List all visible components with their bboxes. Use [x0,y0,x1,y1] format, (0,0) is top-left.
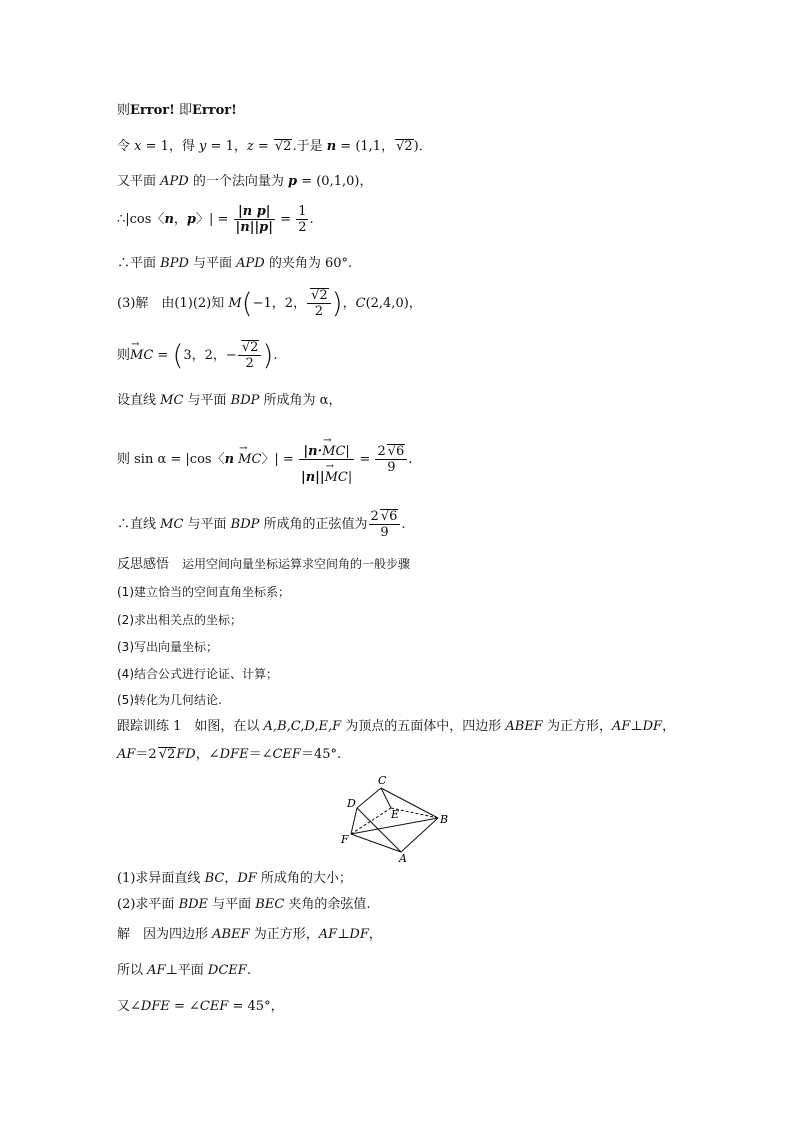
text: = [153,348,173,363]
text: = [276,212,296,227]
text: 则 sin α = |cos〈 [117,452,225,467]
text: = (1,1， [336,139,395,154]
sqrt: √ 6 [380,509,399,523]
sqrt: √ 2 [158,747,177,761]
text: ，∠ [195,747,220,762]
text: . [401,517,406,532]
line-cos-formula [117,204,314,235]
numerator: |n p| [234,204,275,220]
plane-name: BDE [178,897,209,912]
fraction [238,340,262,371]
text: = 1，得 [141,139,200,154]
text: ， [368,927,382,942]
text: 〉| = [261,452,298,467]
summary-title: 反思感悟 [117,557,170,572]
text: (2,4,0)， [365,296,422,311]
perp: ⊥ [337,927,350,942]
plane-name: BEC [255,897,285,912]
text: ， [662,719,676,734]
text: 为正方形， [542,719,612,734]
fraction [307,288,331,319]
vector-n: n [224,452,235,467]
text: ＝∠ [248,747,273,762]
text: 的一个法向量为 [188,174,288,189]
text: 所成角为 α， [259,393,342,408]
line-name: MC [160,393,184,408]
fraction [369,509,401,540]
angle: CEF [199,999,229,1014]
line-part3-points [117,288,422,319]
vector-MC: → MC [130,347,153,365]
error-text: Error! [192,103,237,118]
segment: AF [611,719,631,734]
text: ∴|cos〈 [117,212,165,227]
plane-name: APD [236,256,265,271]
fraction [299,434,354,485]
edge-DC [357,788,381,808]
fraction [296,204,308,235]
text: 夹角的余弦值. [284,897,371,912]
text: 令 [117,139,135,154]
text: | [345,444,350,459]
text: 即 [174,103,192,118]
text: .于是 [292,139,327,154]
vector-MC: → MC [325,470,348,485]
label-D: D [347,797,356,810]
text: = [355,452,375,467]
square-name: ABEF [505,719,543,734]
segment: DF [642,719,663,734]
line-vector-MC [117,340,277,371]
text: 与平面 [183,517,231,532]
text: 所以 [117,963,148,978]
text: 则 [117,348,131,363]
line-error [117,102,237,120]
line-set-values [117,138,432,156]
denominator: 2 [314,304,323,319]
vector-MC: → MC [322,444,345,459]
text: −1，2， [252,296,307,311]
text: = ∠ [169,999,200,1014]
sqrt: √ 2 [310,288,329,302]
vector-p: p [186,212,196,227]
numerator: |n· [303,444,323,459]
plane-name: BPD [160,256,189,271]
var-x: x [134,139,142,154]
fraction [375,444,407,475]
error-text: Error! [130,103,175,118]
label-F: F [341,833,349,846]
text: ， [342,296,356,311]
text: ＝45°. [300,747,342,762]
text: )． [413,139,432,154]
solution-line-1 [117,926,382,944]
right-paren: ) [262,338,274,372]
text: 则 [117,103,131,118]
summary-step: (3)写出向量坐标； [117,640,218,654]
denominator: 9 [387,460,396,475]
question-1 [117,870,352,888]
plane-name: BDP [230,517,260,532]
label-A: A [399,852,407,865]
sqrt: √ 2 [241,340,260,354]
denominator: |n||p| [235,220,274,235]
perp: ⊥ [630,719,643,734]
text: = 1， [206,139,247,154]
text: 〉| = [196,212,233,227]
text: 所成角的大小； [256,871,352,886]
var-y: y [199,139,207,154]
text: ∴平面 [117,256,161,271]
vertices: A,B,C,D,E,F [263,719,342,734]
text: . [273,348,278,363]
text: 设直线 [117,393,161,408]
fraction [234,204,275,235]
angle: DFE [140,999,170,1014]
line-name: MC [160,517,184,532]
point-C: C [355,296,366,311]
text: 2 [370,509,379,524]
summary-header [117,555,410,574]
text: (2)求平面 [117,897,179,912]
denominator: 2 [245,356,254,371]
line-angle-60 [117,255,352,273]
segment: DF [349,927,369,942]
label-B: B [440,813,449,826]
text: (1)求异面直线 [117,871,205,886]
text: 3，2，− [183,348,237,363]
exercise-line-2 [117,746,341,764]
solution-line-3 [117,998,284,1016]
denominator: 2 [298,220,307,235]
vector-n: n [326,139,337,154]
edge-AF [351,834,401,852]
vector-p: p [287,174,298,189]
square-name: ABEF [212,927,250,942]
var-z: z [246,139,254,154]
segment: DF [237,871,257,886]
summary-step: (4)结合公式进行论证、计算； [117,667,278,681]
text: | [347,470,353,485]
text: ＝2 [135,747,157,762]
text: 解 因为四边形 [117,927,213,942]
vector-MC: → MC [238,451,261,469]
text: ， [224,871,238,886]
text: 为顶点的五面体中，四边形 [341,719,506,734]
denominator: 9 [380,525,389,540]
summary-step: (2)求出相关点的坐标； [117,613,242,627]
point-M: M [228,296,242,311]
angle: DFE [219,747,249,762]
text: . [408,452,413,467]
plane-name: APD [160,174,189,189]
plane-name: DCEF [207,963,247,978]
sqrt: √ 6 [387,444,406,458]
summary-step: (1)建立恰当的空间直角坐标系； [117,585,290,599]
text: 2 [377,444,386,459]
text: (3)解 由(1)(2)知 [117,296,229,311]
text: 又∠ [117,999,141,1014]
plane-name: BDP [230,393,260,408]
edge-BA [401,818,438,852]
question-2 [117,896,371,914]
numerator: 1 [298,204,307,219]
angle: CEF [272,747,301,762]
left-paren: ( [241,286,253,320]
segment: FD [176,747,196,762]
denominator: |n|| [300,470,325,485]
pentahedron-figure [335,770,465,865]
text: = 45°， [228,999,284,1014]
text: 为正方形， [249,927,319,942]
text: 与平面 [183,393,231,408]
text: = [253,139,273,154]
text: 所成角的正弦值为 [259,517,368,532]
vector-n: n [164,212,174,227]
exercise-line-1 [117,718,675,736]
text: 与平面 [188,256,237,271]
sqrt: √ 2 [274,139,293,153]
text: 的夹角为 60°. [264,256,353,271]
text: ⊥平面 [165,963,208,978]
text: 又平面 [117,174,161,189]
segment: AF [117,747,136,762]
summary-step: (5)转化为几何结论. [117,693,222,707]
text: 跟踪训练 1 如图，在以 [117,719,264,734]
line-normal-vector [117,173,372,191]
segment: AF [147,963,166,978]
text: 与平面 [208,897,256,912]
left-paren: ( [172,338,184,372]
text: . [309,212,314,227]
line-conclusion [117,509,406,540]
segment: BC [204,871,225,886]
summary-text: 运用空间向量坐标运算求空间角的一般步骤 [182,557,411,571]
label-C: C [378,774,387,787]
text: . [246,963,251,978]
line-sin-alpha [117,434,412,485]
segment: AF [318,927,338,942]
line-set-angle [117,392,341,410]
text: = (0,1,0)， [297,174,373,189]
text: ∴直线 [117,517,161,532]
label-E: E [391,808,400,821]
solution-line-2 [117,962,251,980]
text: ， [173,212,187,227]
edge-CB [381,788,438,818]
sqrt: √ 2 [395,139,414,153]
right-paren: ) [331,286,343,320]
